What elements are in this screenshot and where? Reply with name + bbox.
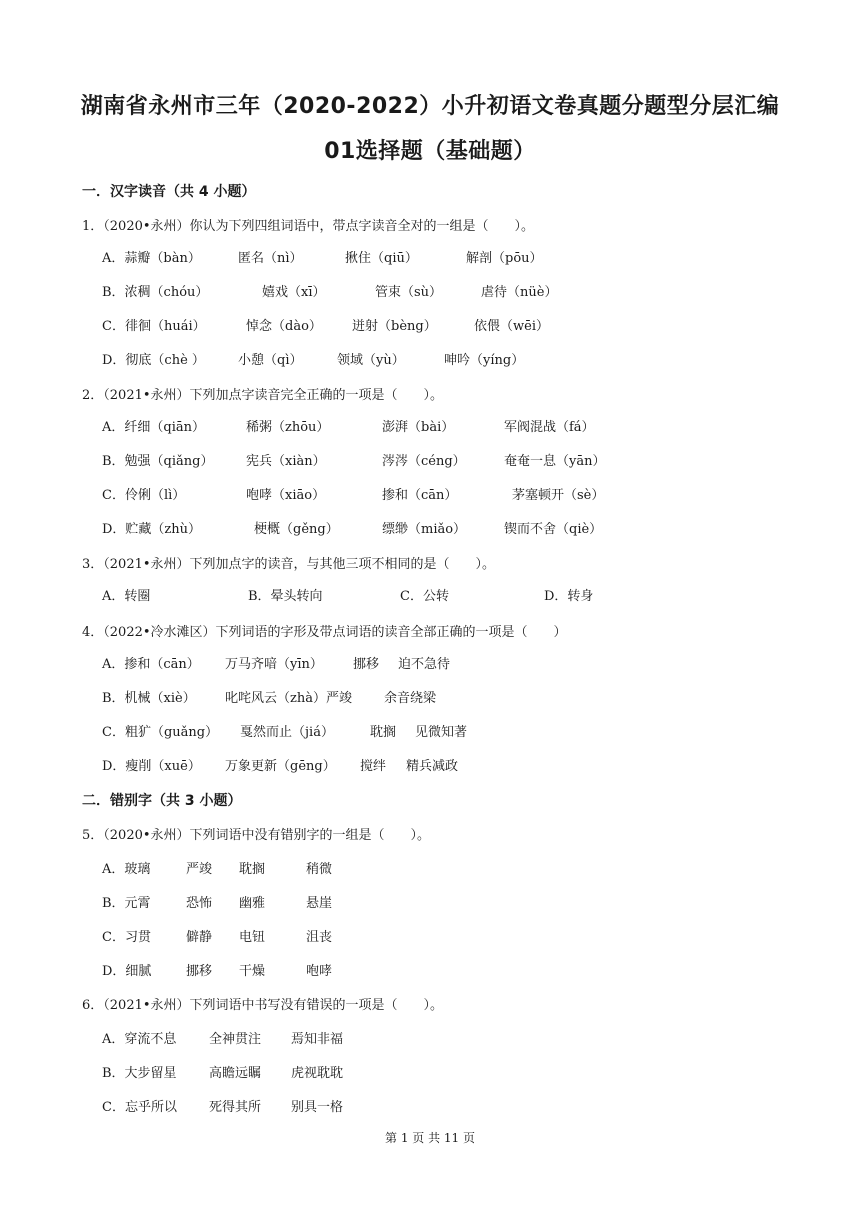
- option-item: 涔涔（céng）: [382, 454, 466, 469]
- option-item: B．晕头转向: [248, 589, 323, 604]
- option-item: 稀粥（zhōu）: [246, 420, 330, 435]
- option-item: 严竣: [186, 862, 213, 877]
- option-item: 稍微: [306, 862, 333, 877]
- option-item: B．勉强（qiǎng）: [102, 454, 214, 469]
- page-number-footer: 第 1 页 共 11 页: [385, 1131, 475, 1145]
- option-item: 锲而不舍（qiè）: [504, 522, 603, 537]
- option-item: 僻静: [186, 930, 213, 945]
- option-item: A．玻璃: [102, 862, 151, 877]
- option-item: 宪兵（xiàn）: [246, 454, 326, 469]
- option-item: 解剖（pōu）: [466, 251, 543, 266]
- option-item: 叱咤风云（zhà）严竣: [225, 691, 352, 706]
- question-stem: 1．（2020•永州）你认为下列四组词语中，带点字读音全对的一组是（ ）。: [82, 219, 535, 234]
- option-item: 迫不急待: [398, 657, 451, 672]
- option-item: 全神贯注: [209, 1032, 262, 1047]
- option-item: D．细腻: [102, 964, 152, 979]
- option-item: 万象更新（gēng）: [225, 759, 336, 774]
- option-item: D．彻底（chè ）: [102, 353, 205, 368]
- option-item: B．浓稠（chóu）: [102, 285, 209, 300]
- option-item: 呻吟（yíng）: [444, 353, 525, 368]
- option-item: B．机械（xiè）: [102, 691, 196, 706]
- option-item: B．大步留星: [102, 1066, 177, 1081]
- option-item: C．习贯: [102, 930, 151, 945]
- option-item: D．转身: [544, 589, 594, 604]
- option-item: A．蒜瓣（bàn）: [102, 251, 201, 266]
- option-item: 耽搁: [239, 862, 266, 877]
- option-item: 戛然而止（jiá）: [240, 725, 334, 740]
- section-heading: 二．错别字（共 3 小题）: [82, 793, 242, 809]
- question-stem: 5．（2020•永州）下列词语中没有错别字的一组是（ ）。: [82, 828, 431, 843]
- option-item: B．元霄: [102, 896, 151, 911]
- option-item: 咆哮（xiāo）: [246, 488, 326, 503]
- question-stem: 6．（2021•永州）下列词语中书写没有错误的一项是（ ）。: [82, 998, 444, 1013]
- option-item: 见微知著: [415, 725, 468, 740]
- option-item: 焉知非福: [291, 1032, 344, 1047]
- option-item: C．忘乎所以: [102, 1100, 177, 1115]
- option-item: 匿名（nì）: [238, 251, 303, 266]
- option-item: 挪移: [186, 964, 213, 979]
- option-item: 管束（sù）: [375, 285, 443, 300]
- question-stem: 3．（2021•永州）下列加点字的读音，与其他三项不相同的是（ ）。: [82, 557, 496, 572]
- option-item: 精兵减政: [406, 759, 459, 774]
- document-subtitle: 01选择题（基础题）: [324, 139, 536, 164]
- option-item: 军阀混战（fá）: [504, 420, 595, 435]
- option-item: A．转圈: [102, 589, 151, 604]
- option-item: 恐怖: [186, 896, 213, 911]
- section-heading: 一．汉字读音（共 4 小题）: [82, 184, 256, 200]
- question-stem: 4．（2022•冷水滩区）下列词语的字形及带点词语的读音全部正确的一项是（ ）: [82, 625, 567, 640]
- option-item: 嬉戏（xī）: [262, 285, 326, 300]
- option-item: 茅塞顿开（sè）: [512, 488, 605, 503]
- option-item: 电钮: [239, 930, 266, 945]
- option-item: 依偎（wēi）: [474, 319, 549, 334]
- option-item: 梗概（gěng）: [254, 522, 339, 537]
- option-item: C．徘徊（huái）: [102, 319, 206, 334]
- option-item: 虎视耽耽: [291, 1066, 344, 1081]
- option-item: C．伶俐（lì）: [102, 488, 186, 503]
- option-item: 领域（yù）: [337, 353, 405, 368]
- option-item: 耽搁: [370, 725, 397, 740]
- option-item: 小憩（qì）: [238, 353, 303, 368]
- option-item: 搅绊: [360, 759, 387, 774]
- option-item: 掺和（cān）: [382, 488, 458, 503]
- option-item: 揪住（qiū）: [345, 251, 418, 266]
- option-item: D．贮藏（zhù）: [102, 522, 202, 537]
- option-item: D．瘦削（xuē）: [102, 759, 201, 774]
- option-item: 沮丧: [306, 930, 333, 945]
- option-item: A．穿流不息: [102, 1032, 177, 1047]
- document-title: 湖南省永州市三年（2020-2022）小升初语文卷真题分题型分层汇编: [80, 94, 780, 119]
- option-item: A．掺和（cān）: [102, 657, 200, 672]
- option-item: 咆哮: [306, 964, 333, 979]
- option-item: 澎湃（bài）: [382, 420, 455, 435]
- option-item: 死得其所: [209, 1100, 262, 1115]
- option-item: 幽雅: [239, 896, 266, 911]
- option-item: 虐待（nüè）: [481, 285, 558, 300]
- question-stem: 2．（2021•永州）下列加点字读音完全正确的一项是（ ）。: [82, 388, 444, 403]
- option-item: 悼念（dào）: [246, 319, 322, 334]
- option-item: C．公转: [400, 589, 449, 604]
- option-item: 余音绕梁: [384, 691, 437, 706]
- option-item: A．纤细（qiān）: [102, 420, 205, 435]
- option-item: 干燥: [239, 964, 266, 979]
- option-item: C．粗犷（guǎng）: [102, 725, 219, 740]
- option-item: 缥缈（miǎo）: [382, 522, 467, 537]
- option-item: 别具一格: [291, 1100, 344, 1115]
- option-item: 奄奄一息（yān）: [504, 454, 606, 469]
- option-item: 迸射（bèng）: [352, 319, 437, 334]
- option-item: 挪移: [353, 657, 380, 672]
- option-item: 万马齐喑（yīn）: [225, 657, 323, 672]
- option-item: 悬崖: [306, 896, 333, 911]
- option-item: 高瞻远瞩: [209, 1066, 262, 1081]
